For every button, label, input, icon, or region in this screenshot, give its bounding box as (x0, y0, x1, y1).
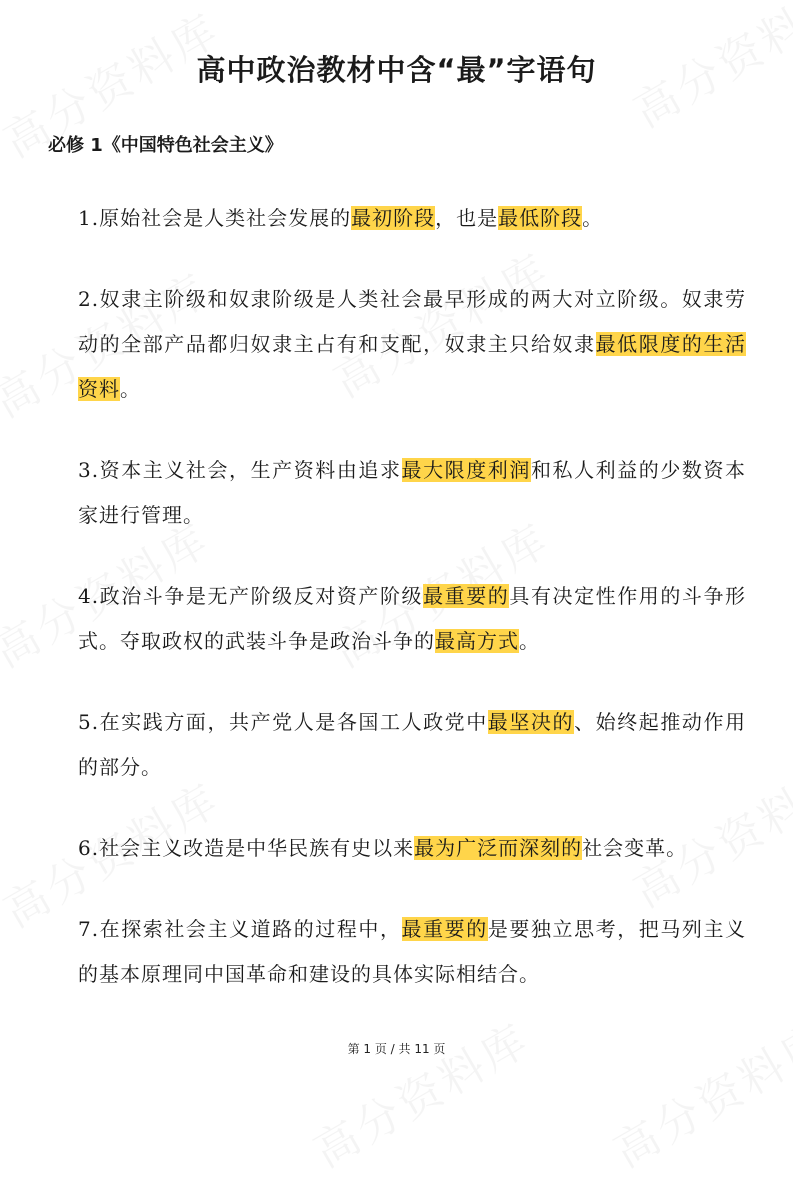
text-segment: 1.原始社会是人类社会发展的 (78, 206, 352, 230)
list-item (78, 448, 746, 538)
text-segment: 3.资本主义社会，生产资料由追求 (78, 458, 402, 482)
text-segment: 是要独立思考，把马列主义的基本原理同中国革命和建设的具体实际相结合。 (78, 917, 747, 986)
text-segment: 。 (582, 206, 604, 230)
list-item (78, 907, 746, 997)
text-segment: ，也是 (435, 206, 499, 230)
text-segment: 、始终起推动作用的部分。 (78, 710, 747, 779)
text-segment: 具有决定性作用的斗争形式。夺取政权的武装斗争是政治斗争的 (78, 584, 747, 653)
list-item (78, 277, 746, 412)
document-title: 高中政治教材中含“最”字语句 (196, 53, 597, 87)
highlighted-phrase: 最低限度的生活资料 (78, 332, 747, 401)
content-list (78, 196, 746, 1033)
highlighted-phrase: 最初阶段 (351, 206, 436, 230)
highlighted-phrase: 最低阶段 (498, 206, 583, 230)
text-segment: 。 (120, 377, 141, 401)
text-segment: 社会变革。 (582, 836, 688, 860)
text-segment: 。 (519, 629, 540, 653)
list-item (78, 700, 746, 790)
text-segment: 4.政治斗争是无产阶级反对资产阶级 (78, 584, 424, 608)
text-segment: 6.社会主义改造是中华民族有史以来 (78, 836, 415, 860)
page-footer: 第 1 页 / 共 11 页 (347, 1042, 446, 1056)
highlighted-phrase: 最重要的 (401, 917, 488, 941)
text-segment: 2.奴隶主阶级和奴隶阶级是人类社会最早形成的两大对立阶级。奴隶劳动的全部产品都归奴隶主占有和支配，奴隶主只给奴隶 (78, 287, 746, 356)
highlighted-phrase: 最大限度利润 (401, 458, 531, 482)
list-item (78, 196, 746, 241)
list-item (78, 574, 746, 664)
highlighted-phrase: 最重要的 (423, 584, 510, 608)
highlighted-phrase: 最高方式 (435, 629, 519, 653)
list-item (78, 826, 746, 871)
text-segment: 和私人利益的少数资本家进行管理。 (78, 458, 747, 527)
highlighted-phrase: 最坚决的 (487, 710, 575, 734)
text-segment: 7.在探索社会主义道路的过程中， (78, 917, 402, 941)
section-heading: 必修 1《中国特色社会主义》 (48, 135, 283, 156)
highlighted-phrase: 最为广泛而深刻的 (414, 836, 583, 860)
text-segment: 5.在实践方面，共产党人是各国工人政党中 (78, 710, 488, 734)
